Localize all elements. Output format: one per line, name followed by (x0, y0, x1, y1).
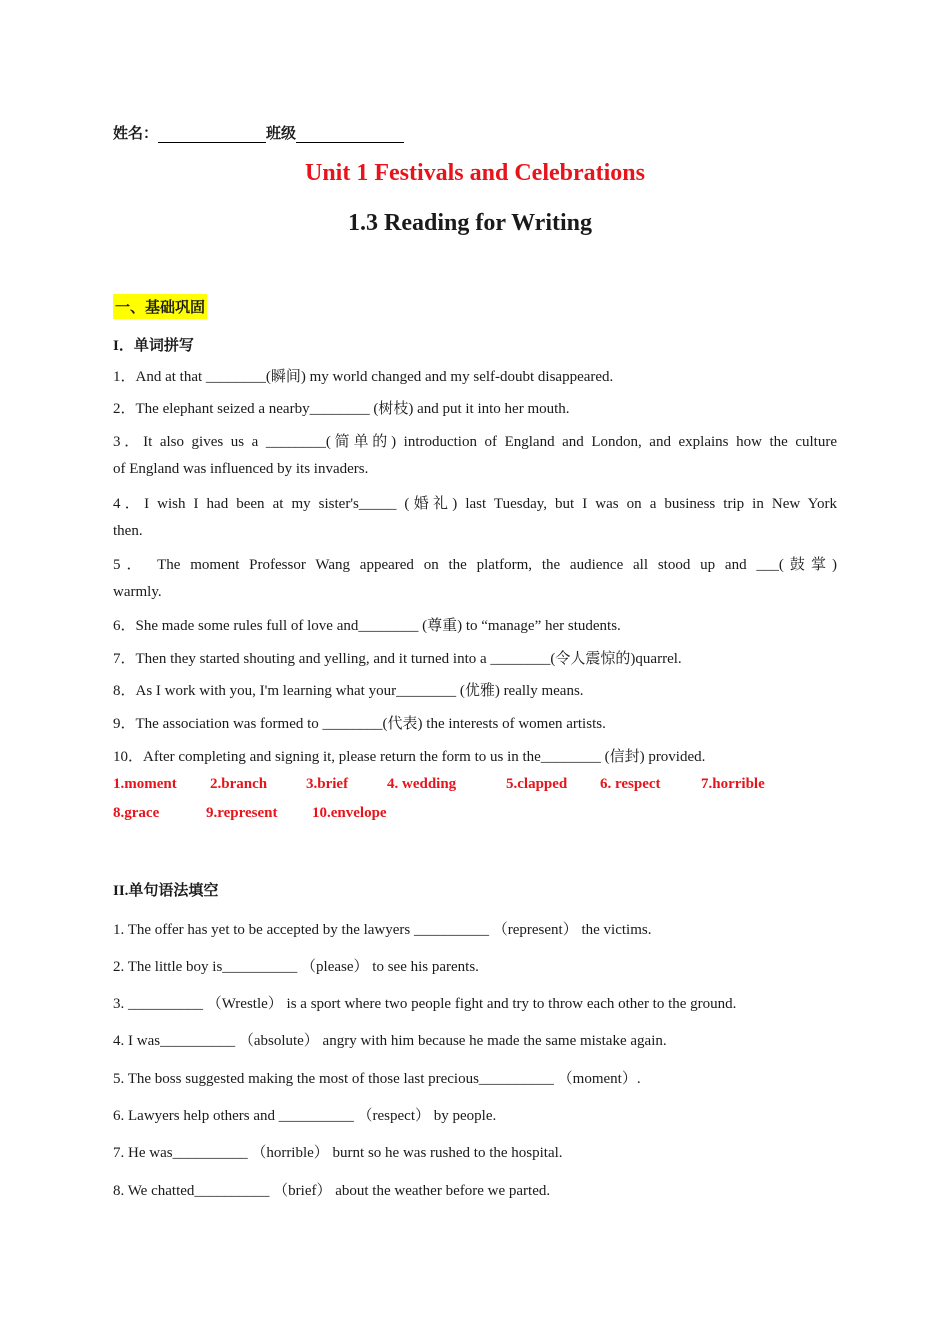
unit-title: Unit 1 Festivals and Celebrations (304, 160, 645, 186)
exercise-item: 10．After completing and signing it, please return the form to us in the________ (信封) provided. (113, 749, 706, 765)
answer: 5.clapped (506, 776, 568, 792)
exercise-item: 2．The elephant seized a nearby________ (树枝) and put it into her mouth. (113, 401, 570, 417)
exercise-item: 6．She made some rules full of love and________ (尊重) to “manage” her students. (113, 618, 621, 634)
part2-heading: II.单句语法填空 (113, 883, 219, 899)
exercise-item: 8．As I work with you, I'm learning what your________ (优雅) really means. (113, 683, 584, 699)
class-blank (296, 126, 404, 143)
answer: 7.horrible (701, 776, 765, 792)
answer: 10.envelope (312, 805, 387, 821)
answer-key-row-2 (113, 805, 837, 825)
class-label: 班级 (266, 124, 297, 142)
exercise-item: 5． The moment Professor Wang appeared on the platform, the audience all stood up and ___(鼓掌) (113, 557, 837, 573)
name-label: 姓名： (113, 124, 159, 142)
grammar-item: 8. We chatted__________ （brief） about the weather before we parted. (113, 1183, 551, 1199)
grammar-item: 7. He was__________ （horrible） burnt so he was rushed to the hospital. (113, 1145, 563, 1161)
name-blank (158, 126, 266, 143)
grammar-item: 2. The little boy is__________ （please） to see his parents. (113, 959, 479, 975)
answer: 6. respect (600, 776, 661, 792)
exercise-item-continued: of England was influenced by its invaders. (113, 461, 369, 477)
exercise-item: 9．The association was formed to ________(代表) the interests of women artists. (113, 716, 606, 732)
grammar-item: 3. __________ （Wrestle） is a sport where two people fight and try to throw each other to the ground. (113, 996, 737, 1012)
answer: 8.grace (113, 805, 160, 821)
grammar-item: 1. The offer has yet to be accepted by the lawyers __________ （represent） the victims. (113, 922, 652, 938)
answer: 1.moment (113, 776, 177, 792)
exercise-item: 3．It also gives us a ________(简单的) introduction of England and London, and explains how the culture (113, 434, 837, 450)
exercise-item: 7．Then they started shouting and yelling, and it turned into a ________(令人震惊的)quarrel. (113, 651, 682, 667)
exercise-item-continued: then. (113, 523, 143, 539)
answer-key-row-1 (113, 776, 837, 796)
name-class-row (113, 122, 404, 143)
answer: 4. wedding (387, 776, 457, 792)
answer: 9.represent (206, 805, 278, 821)
exercise-item: 4．I wish I had been at my sister's_____ (婚礼) last Tuesday, but I was on a business trip in New York (113, 496, 837, 512)
exercise-item: 1．And at that ________(瞬间) my world changed and my self-doubt disappeared. (113, 369, 614, 385)
grammar-item: 4. I was__________ （absolute） angry with him because he made the same mistake again. (113, 1033, 667, 1049)
section-heading-basics: 一、基础巩固 (113, 294, 207, 319)
answer: 3.brief (306, 776, 349, 792)
part1-heading: I．单词拼写 (113, 338, 194, 354)
answer: 2.branch (210, 776, 268, 792)
exercise-item-continued: warmly. (113, 584, 162, 600)
grammar-item: 5. The boss suggested making the most of those last precious__________ （moment）. (113, 1071, 641, 1087)
grammar-item: 6. Lawyers help others and __________ （respect） by people. (113, 1108, 497, 1124)
lesson-title: 1.3 Reading for Writing (347, 210, 593, 236)
